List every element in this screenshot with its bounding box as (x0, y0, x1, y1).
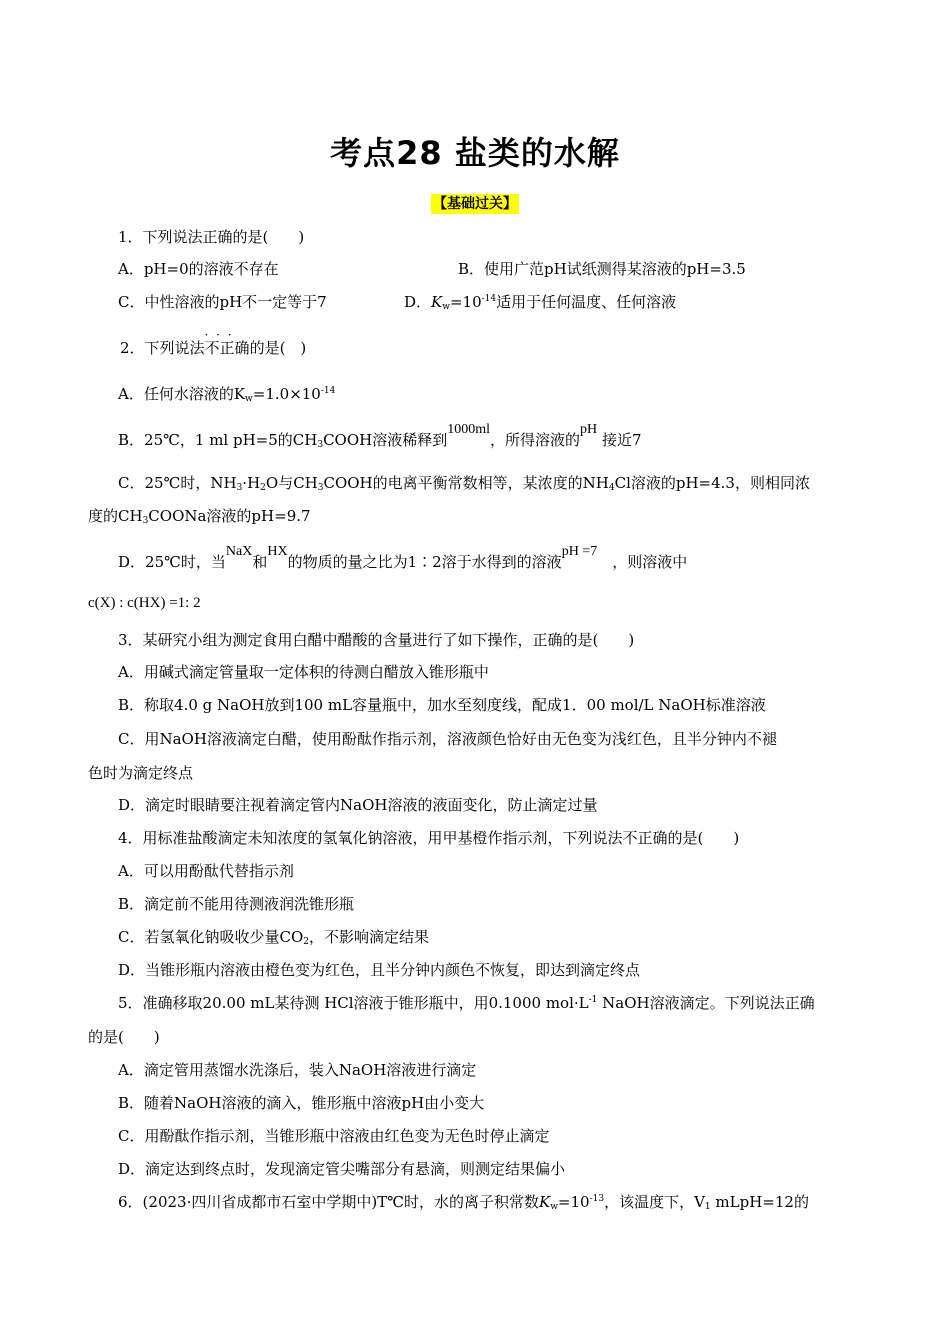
q1-option-a: A．pH=0的溶液不存在 (118, 260, 279, 278)
q1-option-b: B．使用广范pH试纸测得某溶液的pH=3.5 (458, 260, 746, 278)
q3-option-d: D．滴定时眼睛要注视着滴定管内NaOH溶液的液面变化，防止滴定过量 (118, 796, 598, 814)
q1-option-d: D．$K_w=10^{-14}$适用于任何温度、任何溶液 (404, 293, 677, 312)
q2-option-c-cont: 度的$CH_3COONa$溶液的pH=9.7 (88, 507, 311, 526)
section-badge: 【基础过关】 (433, 196, 517, 212)
q5-option-b: B．随着NaOH溶液的滴入，锥形瓶中溶液pH由小变大 (118, 1094, 485, 1112)
page-title: 考点28 盐类的水解 (330, 134, 620, 172)
q2-formula: c(X) : c(HX) =1: 2 (88, 595, 201, 611)
q5-stem-cont: 的是( ) (88, 1028, 160, 1046)
q5-option-c: C．用酚酞作指示剂，当锥形瓶中溶液由红色变为无色时停止滴定 (118, 1127, 550, 1145)
q3-option-c: C．用NaOH溶液滴定白醋，使用酚酞作指示剂，溶液颜色恰好由无色变为浅红色，且半分钟内不褪 (118, 730, 777, 748)
q2-stem: 2．下列说法· · · 不正确的是( ) (120, 338, 306, 358)
q1-option-c: C．中性溶液的pH不一定等于7 (118, 293, 327, 311)
q2-option-b: B．25℃，1 ml pH=5的$CH_3COOH$溶液稀释到1000ml，所得溶液的pH 接近7 (118, 422, 642, 450)
q3-option-a: A．用碱式滴定管量取一定体积的待测白醋放入锥形瓶中 (118, 663, 489, 681)
q3-option-b: B．称取4.0 g NaOH放到100 mL容量瓶中，加水至刻度线，配成1．00 mol/L NaOH标准溶液 (118, 696, 766, 714)
q5-stem: 5．准确移取20.00 mL某待测 HCl溶液于锥形瓶中，用0.1000 $mol\cdot L^{-1}$ NaOH溶液滴定。下列说法正确 (118, 994, 815, 1012)
q2-option-d: D．25℃时，当NaX和HX的物质的量之比为1∶2溶于水得到的溶液pH =7 ，则溶液中 (118, 544, 688, 571)
q2-option-a: A．任何水溶液的$K_w=1.0\times 10^{-14}$ (118, 385, 336, 404)
q3-stem: 3．某研究小组为测定食用白醋中醋酸的含量进行了如下操作，正确的是( ) (118, 631, 635, 649)
q3-option-c-cont: 色时为滴定终点 (88, 764, 194, 782)
q1-stem: 1．下列说法正确的是( ) (118, 228, 305, 246)
q4-option-a: A．可以用酚酞代替指示剂 (118, 862, 294, 880)
q4-option-b: B．滴定前不能用待测液润洗锥形瓶 (118, 895, 355, 913)
q5-option-d: D．滴定达到终点时，发现滴定管尖嘴部分有悬滴，则测定结果偏小 (118, 1160, 566, 1178)
q5-option-a: A．滴定管用蒸馏水洗涤后，装入NaOH溶液进行滴定 (118, 1061, 477, 1079)
q6-stem: 6．(2023·四川省成都市石室中学期中)T℃时，水的离子积常数$K_w=10^{-13}$，该温度下，$V_1$ mLpH=12的 (118, 1193, 809, 1212)
q4-option-d: D．当锥形瓶内溶液由橙色变为红色，且半分钟内颜色不恢复，即达到滴定终点 (118, 961, 641, 979)
emphasis-dots: · · · 不正确 (205, 338, 250, 358)
q4-option-c: C．若氢氧化钠吸收少量$CO_2$，不影响滴定结果 (118, 928, 430, 947)
q2-option-c: C．25℃时，$NH_3\cdot H_2O$与$CH_3COOH$的电离平衡常数相等，某浓度的$NH_4Cl$溶液的pH=4.3，则相同浓 (118, 474, 810, 493)
q4-stem: 4．用标准盐酸滴定未知浓度的氢氧化钠溶液，用甲基橙作指示剂，下列说法不正确的是( ) (118, 829, 740, 847)
